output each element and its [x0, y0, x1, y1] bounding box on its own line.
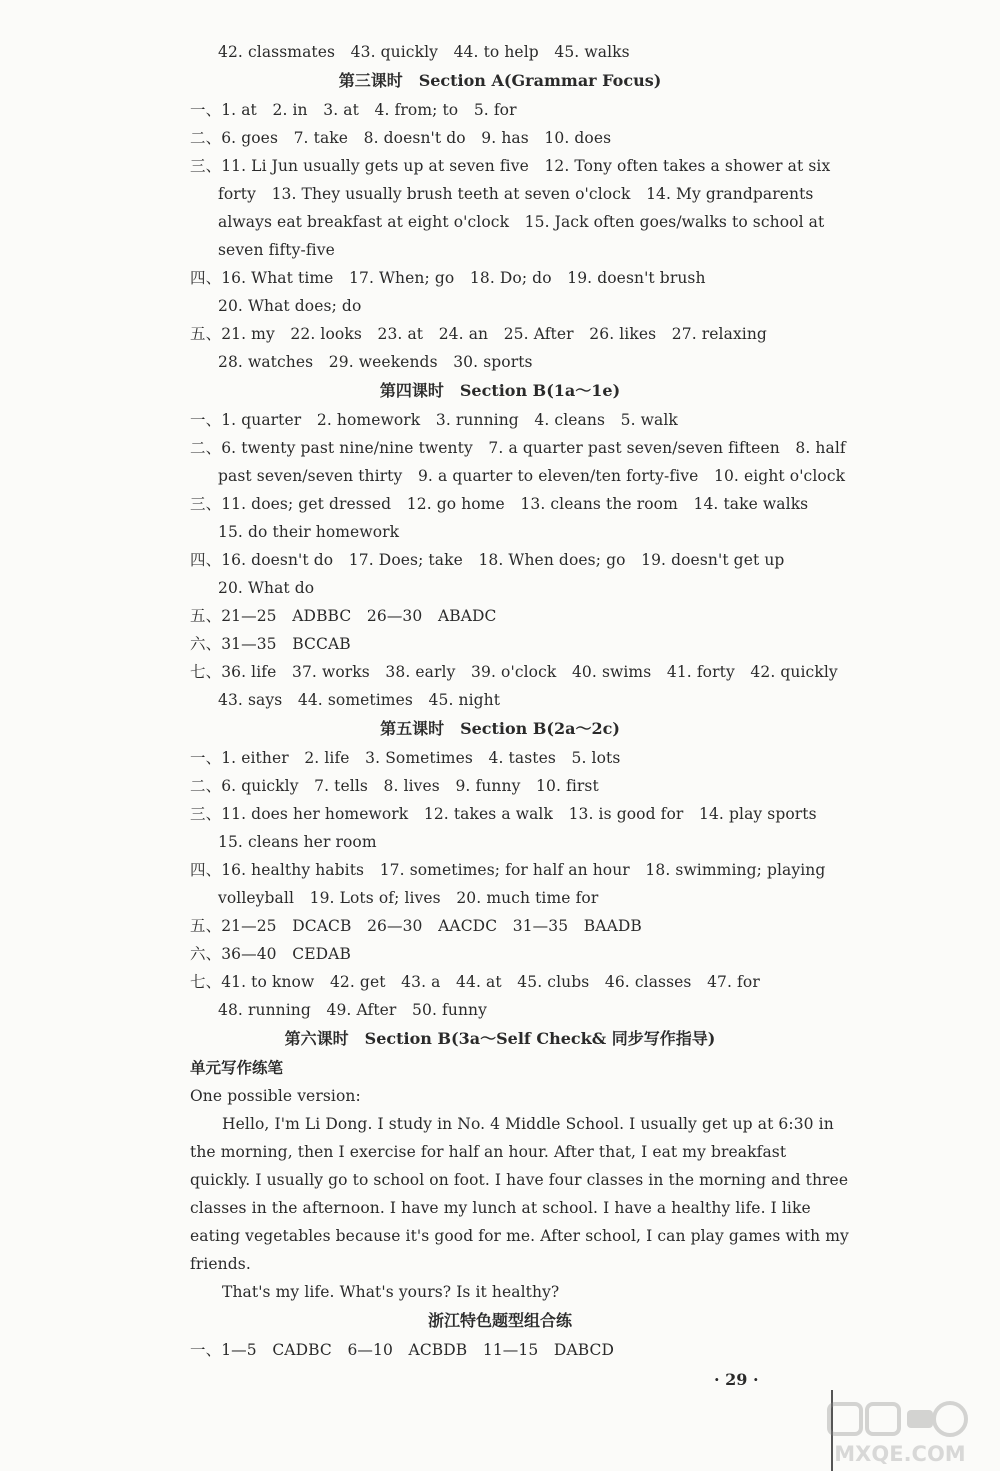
section-heading: 第五课时 Section B(2a～2c): [380, 719, 620, 738]
answer-line: 42. classmates 43. quickly 44. to help 45. walks: [218, 43, 630, 61]
answer-line: past seven/seven thirty 9. a quarter to eleven/ten forty-five 10. eight o'clock: [218, 467, 846, 485]
essay-line: Hello, I'm Li Dong. I study in No. 4 Middle School. I usually get up at 6:30 in: [222, 1115, 834, 1133]
answer-line: 一、1. quarter 2. homework 3. running 4. cleans 5. walk: [190, 411, 678, 429]
answer-line: volleyball 19. Lots of; lives 20. much time for: [218, 889, 599, 907]
answer-line: 43. says 44. sometimes 45. night: [218, 691, 501, 709]
answer-line: 20. What do: [218, 579, 315, 597]
section-heading: 第六课时 Section B(3a～Self Check& 同步写作指导): [284, 1029, 716, 1048]
essay-line: quickly. I usually go to school on foot. I have four classes in the morning and three: [190, 1171, 849, 1189]
essay-line: One possible version:: [190, 1087, 361, 1105]
answer-line: 五、21—25 DCACB 26—30 AACDC 31—35 BAADB: [190, 917, 642, 935]
answer-line: seven fifty-five: [218, 241, 335, 259]
answer-line: 三、11. does her homework 12. takes a walk 13. is good for 14. play sports: [190, 805, 817, 823]
answer-line: 二、6. twenty past nine/nine twenty 7. a quarter past seven/seven fifteen 8. half: [190, 439, 846, 457]
essay-line: eating vegetables because it's good for me. After school, I can play games with my: [190, 1227, 849, 1245]
answer-line: 一、1. either 2. life 3. Sometimes 4. tastes 5. lots: [190, 749, 621, 767]
answer-line: forty 13. They usually brush teeth at seven o'clock 14. My grandparents: [218, 185, 814, 203]
answer-line: 15. do their homework: [218, 523, 400, 541]
watermark: [815, 1400, 985, 1466]
answer-line: 七、36. life 37. works 38. early 39. o'clock 40. swims 41. forty 42. quickly: [190, 663, 838, 681]
answer-line: 三、11. Li Jun usually gets up at seven five 12. Tony often takes a shower at six: [190, 157, 831, 175]
answer-line: 六、31—35 BCCAB: [190, 635, 351, 653]
answer-line: 48. running 49. After 50. funny: [218, 1001, 487, 1019]
answer-line: 二、6. goes 7. take 8. doesn't do 9. has 10. does: [190, 129, 612, 147]
section-heading: 浙江特色题型组合练: [427, 1311, 572, 1330]
essay-line: friends.: [190, 1255, 251, 1273]
subheading: 单元写作练笔: [190, 1058, 284, 1077]
watermark-text: MXQE.COM: [834, 1442, 966, 1466]
watermark-logo-icon: [825, 1400, 975, 1438]
answer-line: 七、41. to know 42. get 43. a 44. at 45. clubs 46. classes 47. for: [190, 973, 760, 991]
answer-line: 一、1. at 2. in 3. at 4. from; to 5. for: [190, 101, 517, 119]
answer-line: 四、16. What time 17. When; go 18. Do; do 19. doesn't brush: [190, 269, 706, 287]
answer-line: 三、11. does; get dressed 12. go home 13. cleans the room 14. take walks: [190, 495, 809, 513]
essay-line: That's my life. What's yours? Is it healthy?: [222, 1283, 560, 1301]
section-heading: 第四课时 Section B(1a～1e): [379, 381, 621, 400]
page-number: · 29 ·: [714, 1370, 759, 1389]
answer-line: 五、21. my 22. looks 23. at 24. an 25. After 26. likes 27. relaxing: [190, 325, 767, 343]
answer-line: 20. What does; do: [218, 297, 362, 315]
answer-line: 六、36—40 CEDAB: [190, 945, 351, 963]
answer-line: 五、21—25 ADBBC 26—30 ABADC: [190, 607, 497, 625]
essay-line: classes in the afternoon. I have my lunch at school. I have a healthy life. I like: [190, 1199, 811, 1217]
answer-line: always eat breakfast at eight o'clock 15. Jack often goes/walks to school at: [218, 213, 825, 231]
answer-line: 四、16. doesn't do 17. Does; take 18. When does; go 19. doesn't get up: [190, 551, 785, 569]
answer-line: 28. watches 29. weekends 30. sports: [218, 353, 533, 371]
answer-line: 四、16. healthy habits 17. sometimes; for half an hour 18. swimming; playing: [190, 861, 826, 879]
answer-line: 一、1—5 CADBC 6—10 ACBDB 11—15 DABCD: [190, 1341, 615, 1359]
answer-line: 15. cleans her room: [218, 833, 377, 851]
section-heading: 第三课时 Section A(Grammar Focus): [338, 71, 662, 90]
answer-line: 二、6. quickly 7. tells 8. lives 9. funny 10. first: [190, 777, 599, 795]
essay-line: the morning, then I exercise for half an hour. After that, I eat my breakfast: [190, 1143, 787, 1161]
